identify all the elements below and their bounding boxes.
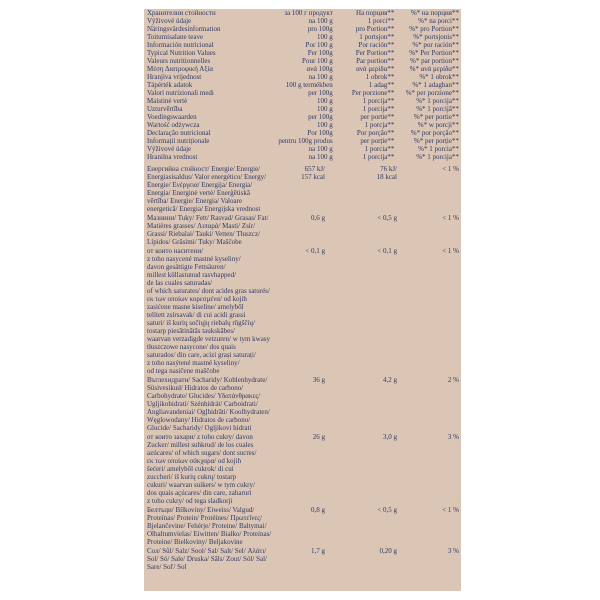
percent-portion-heading: %* por ración** [412,41,459,49]
percent-per-portion-line: < 1 % [442,247,459,255]
header-row [144,65,461,73]
header-label: Výživové údaje [147,145,192,153]
per-portion-heading: Par portion** [356,57,395,65]
per-100g-heading: na 100 g [308,145,333,153]
header-row [144,113,461,121]
per-100g-heading: 100 g termékben [285,81,333,89]
header-row [144,129,461,137]
nutrient-label-line: Olbaltumvielas/ Eiwitten/ Białko/ Proteínas/ [147,530,272,538]
nutrient-label [144,214,289,246]
percent-portion-heading: %* pro Portion** [409,25,459,33]
per-portion-heading: Por ración** [358,41,395,49]
percent-portion-heading: %* per portie** [413,113,459,121]
header-row [144,25,461,33]
header-label: Información nutricional [147,41,214,49]
value-per-100g [289,247,325,375]
per-portion-heading: 1 porcia** [364,145,395,153]
header-row [144,33,461,41]
value-per-portion [325,547,397,571]
value-per-100g-line: 0,6 g [311,214,325,222]
header-label: Informații nutriționale [147,137,210,145]
percent-portion-heading: %* 1 porcija** [416,153,459,161]
percent-per-portion-line: 3 % [447,433,459,441]
percent-portion-heading: %* 1 porcia** [418,145,459,153]
percent-per-portion-line: < 1 % [442,165,459,173]
value-per-100g [289,376,325,432]
header-row [144,9,461,17]
nutrient-label-line: Energia/ Energinė vertė/ Enerģētiskā [147,189,250,197]
value-per-portion [325,247,397,375]
nutrient-rows [144,165,461,572]
value-per-100g-line: 657 kJ/ [304,165,325,173]
value-per-100g [289,214,325,246]
per-100g-heading: per 100g [308,113,333,121]
nutrient-label-line: vērtība/ Energie/ Energia/ Valoare [147,197,243,205]
per-100g-heading: 100 g [317,121,333,129]
header-label: Declaração nutricional [147,129,211,137]
percent-per-portion [397,506,459,546]
nutrient-label-line: Energiasisaldus/ Valor energético/ Energy/ [147,173,267,181]
nutrient-label-line: Енергийна стойност/ Energie/ Energie/ [147,165,261,173]
nutrient-label-line: z toho nasycené mastné kyseliny/ [147,255,241,263]
percent-portion-heading: %* por porção** [410,129,459,137]
value-per-100g-line: 1,7 g [311,547,325,555]
value-per-100g-line: 0,8 g [311,506,325,514]
percent-portion-heading: %* na porci** [418,17,459,25]
per-100g-heading: ανά 100g [306,65,333,73]
percent-per-portion-line: 2 % [447,376,459,384]
nutrient-label-line: Węglowodany/ Hidratos de carbono/ [147,416,251,424]
header-row [144,41,461,49]
nutrient-label-line: cukuri/ waarvan suikers/ w tym cukry/ [147,481,255,489]
header-label: Wartość odżywcza [147,121,200,129]
value-per-100g [289,506,325,546]
nutrient-label [144,433,289,505]
per-100g-heading: 100 g [317,33,333,41]
percent-per-portion-line: < 1 % [442,506,459,514]
header-label: Voedingswaarden [147,113,197,121]
nutrient-label-line: Sol/ Só/ Sale/ Druska/ Sāls/ Zout/ Sól/ Sal/ [147,555,267,563]
percent-portion-heading: %* 1 porcijā** [416,105,459,113]
nutrient-label-line: saturados/ din care, acizi grași saturați/ [147,351,256,359]
nutrient-label-line: Énergie/ Ενέργεια/ Energija/ Energia/ [147,181,253,189]
per-100g-heading: 100 g [317,97,333,105]
value-per-100g-line: < 0,1 g [305,247,325,255]
per-portion-heading: 1 porci** [367,17,395,25]
header-label: Valori nutrizionali medi [147,89,214,97]
nutrient-row [144,214,461,246]
nutrient-label [144,247,289,375]
percent-portion-heading: %* par portion** [409,57,459,65]
nutrient-label-line: Zucker/ millest suhkrud/ de los cuales [147,441,254,449]
per-100g-heading: Por 100g [307,129,333,137]
per-100g-heading: na 100 g [308,73,333,81]
header-label: Maistinė vertė [147,97,188,105]
per-portion-heading: Per porzione** [351,89,395,97]
percent-per-portion [397,214,459,246]
per-portion-heading: ανά μερίδα** [356,65,395,73]
percent-portion-heading: %* 1 porcija** [416,97,459,105]
value-per-100g-line: 36 g [312,376,325,384]
per-portion-heading: per portie** [360,113,395,121]
nutrient-label-line: od tega nasičene maščobe [147,367,220,375]
percent-per-portion [397,547,459,571]
header-row [144,57,461,65]
nutrient-label-line: tłuszczowe nasycone/ dos quais [147,343,236,351]
header-row [144,81,461,89]
nutrient-row [144,247,461,375]
header-row [144,97,461,105]
nutrient-label-line: waarvan verzadigde vetzuren/ w tym kwasy [147,335,271,343]
header-row [144,121,461,129]
percent-portion-heading: %* w porcji** [417,121,459,129]
nutrient-label-line: Sare/ Soľ/ Sol [147,563,187,571]
nutrient-label-line: от които захари/ z toho cukry/ davon [147,433,253,441]
nutrient-label-line: of which saturates/ dont acides gras saturés/ [147,287,270,295]
table-header [144,9,461,161]
per-100g-heading: pentru 100g produs [278,137,333,145]
nutrient-label-line: Matières grasses/ Λιπαρά/ Masti/ Zsír/ [147,222,256,230]
nutrient-label-line: energetică/ Energia/ Energijska vrednost [147,205,261,213]
value-per-portion-line: 4,2 g [383,376,397,384]
percent-per-portion-line: 3 % [447,547,459,555]
per-portion-heading: Per Portion** [355,49,395,57]
nutrient-label-line: millest küllastunud rasvhapped/ [147,271,237,279]
nutrient-label-line: Angliavandeniai/ Ogļhidrāti/ Koolhydraten/ [147,408,270,416]
header-label: Výživové údaje [147,17,192,25]
nutrient-label-line: šećeri/ amelyből cukrok/ di cui [147,465,234,473]
header-row [144,73,461,81]
nutrient-label-line: Carbohydrate/ Glucides/ Υδατάνθρακες/ [147,392,261,400]
header-label: Μέση Διατροφική Αξία [147,65,214,73]
nutrient-label-line: Сол/ Sůl/ Salz/ Sool/ Sal/ Salt/ Sel/ Αλάτι/ [147,547,267,555]
percent-per-portion-line: < 1 % [442,214,459,222]
nutrient-row [144,547,461,571]
nutrient-label-line: Glucide/ Sacharidy/ Ogljikovi hidrati [147,424,252,432]
nutrient-label-line: de las cuales saturadas/ [147,279,213,287]
nutrient-label-line: zasićene masne kiseline/ amelyből [147,303,244,311]
nutrient-row [144,506,461,546]
per-100g-heading: Per 100g [307,49,333,57]
nutrient-label-line: Bjelančevine/ Fehérje/ Proteine/ Baltymai/ [147,522,267,530]
value-per-portion-line: < 0,5 g [377,214,397,222]
header-label: Toitumisalane teave [147,33,204,41]
value-per-100g [289,165,325,213]
per-portion-heading: Por porção** [356,129,395,137]
value-per-portion [325,376,397,432]
nutrient-label-line: Въглехидрати/ Sacharidy/ Kohlenhydrate/ [147,376,268,384]
header-label: Uzturvērtība [147,105,183,113]
header-label: Hranilna vrednost [147,153,198,161]
nutrient-label-line: Proteine/ Bielkoviny/ Beljakovine [147,538,243,546]
percent-per-portion [397,247,459,375]
header-row [144,145,461,153]
nutrient-label-line: dos quais açúcares/ din care, zaharuri [147,489,252,497]
value-per-portion-line: 3,0 g [383,433,397,441]
nutrient-label-line: Мазнини/ Tuky/ Fett/ Rasvad/ Grasas/ Fat/ [147,214,269,222]
nutrient-label [144,165,289,213]
nutrient-label [144,376,289,432]
nutrient-label-line: telített zsírsavak/ di cui acidi grassi [147,311,246,319]
nutrient-label-line: tostarp piesātinātās taukskābes/ [147,327,235,335]
nutrient-label [144,547,289,571]
header-row [144,17,461,25]
per-100g-heading: pro 100g [307,25,333,33]
per-100g-heading: за 100 г продукт [284,9,333,17]
per-portion-heading: 1 portsjon** [359,33,395,41]
per-portion-heading: 1 adag** [368,81,395,89]
percent-portion-heading: %* 1 obrok** [419,73,459,81]
per-100g-heading: Pour 100 g [302,57,333,65]
percent-portion-heading: %* ανά μερίδα** [409,65,459,73]
per-portion-heading: На порция** [356,9,395,17]
value-per-portion-line: < 0,5 g [377,506,397,514]
value-per-portion [325,433,397,505]
value-per-portion [325,214,397,246]
percent-portion-heading: %* per porție** [413,137,459,145]
nutrient-label-line: Lípidos/ Grăsimi/ Tuky/ Maščobe [147,238,242,246]
value-per-portion-line: 0,20 g [379,547,397,555]
header-row [144,105,461,113]
nutrient-label [144,506,289,546]
value-per-100g [289,547,325,571]
per-portion-heading: 1 porcija** [362,153,395,161]
per-portion-heading: 1 porcija** [362,97,395,105]
header-row [144,137,461,145]
per-100g-heading: na 100 g [308,17,333,25]
value-per-portion-line: < 0,1 g [377,247,397,255]
header-label: Tápérték adatok [147,81,193,89]
header-label: Хранителни стойности [147,9,216,17]
value-per-100g [289,433,325,505]
header-label: Näringsvärdesinformation [147,25,221,33]
header-row [144,153,461,161]
nutrient-label-line: Grassi/ Riebalai/ Tauki/ Vetten/ Tłuszcz/ [147,230,261,238]
nutrient-label-line: εκ των οποίων σάκχαρα/ od kojih [147,457,242,465]
percent-portion-heading: %* Per Portion** [409,49,459,57]
nutrient-label-line: davon gesättigte Fettsäuren/ [147,263,226,271]
percent-per-portion [397,165,459,213]
per-portion-heading: 1 obrok** [365,73,395,81]
value-per-portion-line: 18 kcal [376,173,397,181]
value-per-portion [325,165,397,213]
per-portion-heading: per porție** [360,137,395,145]
value-per-100g-line: 157 kcal [301,173,325,181]
per-100g-heading: na 100 g [308,153,333,161]
header-row [144,89,461,97]
nutrient-label-line: Proteínas/ Protein/ Protéines/ Πρωτεΐνες/ [147,514,263,522]
percent-portion-heading: %* на порция** [410,9,459,17]
nutrient-label-line: azúcares/ of which sugars/ dont sucres/ [147,449,257,457]
value-per-portion-line: 76 kJ/ [380,165,397,173]
percent-per-portion [397,376,459,432]
percent-portion-heading: %* per porzione** [405,89,459,97]
per-100g-heading: per 100g [308,89,333,97]
nutrient-label-line: saturi/ iš kurių sočiųjų riebalų rūgščių/ [147,319,255,327]
header-label: Hranjiva vrijednost [147,73,202,81]
nutrient-row [144,433,461,505]
nutrient-label-line: от които наситени/ [147,247,204,255]
value-per-portion [325,506,397,546]
nutrient-label-line: z toho cukry/ od tega sladkorji [147,497,233,505]
header-label: Valeurs nutritionnelles [147,57,211,65]
nutrient-label-line: z toho nasýtené mastné kyseliny/ [147,359,240,367]
nutrient-label-line: Süsivesikud/ Hidratos de carbono/ [147,384,244,392]
header-label: Typical Nutrition Values [147,49,216,57]
per-portion-heading: 1 porcja** [364,121,395,129]
per-100g-heading: 100 g [317,105,333,113]
percent-portion-heading: %* 1 adagban** [412,81,459,89]
row-gap [144,571,461,572]
percent-per-portion [397,433,459,505]
nutrient-label-line: εκ των οποίων κορεσμένα/ od kojih [147,295,247,303]
nutrition-table [144,9,461,591]
percent-portion-heading: %* portsjonis** [413,33,459,41]
per-portion-heading: 1 porcija** [362,105,395,113]
nutrient-label-line: Ugljikohidrati/ Szénhidrát/ Carboidrati/ [147,400,258,408]
nutrient-label-line: Белтъци/ Bílkoviny/ Eiweiss/ Valgud/ [147,506,255,514]
nutrient-row [144,165,461,213]
value-per-100g-line: 26 g [312,433,325,441]
nutrient-row [144,376,461,432]
per-100g-heading: Por 100 g [305,41,333,49]
nutrient-label-line: zuccheri/ iš kurių cukrų/ tostarp [147,473,237,481]
header-row [144,49,461,57]
per-portion-heading: pro Portion** [355,25,395,33]
